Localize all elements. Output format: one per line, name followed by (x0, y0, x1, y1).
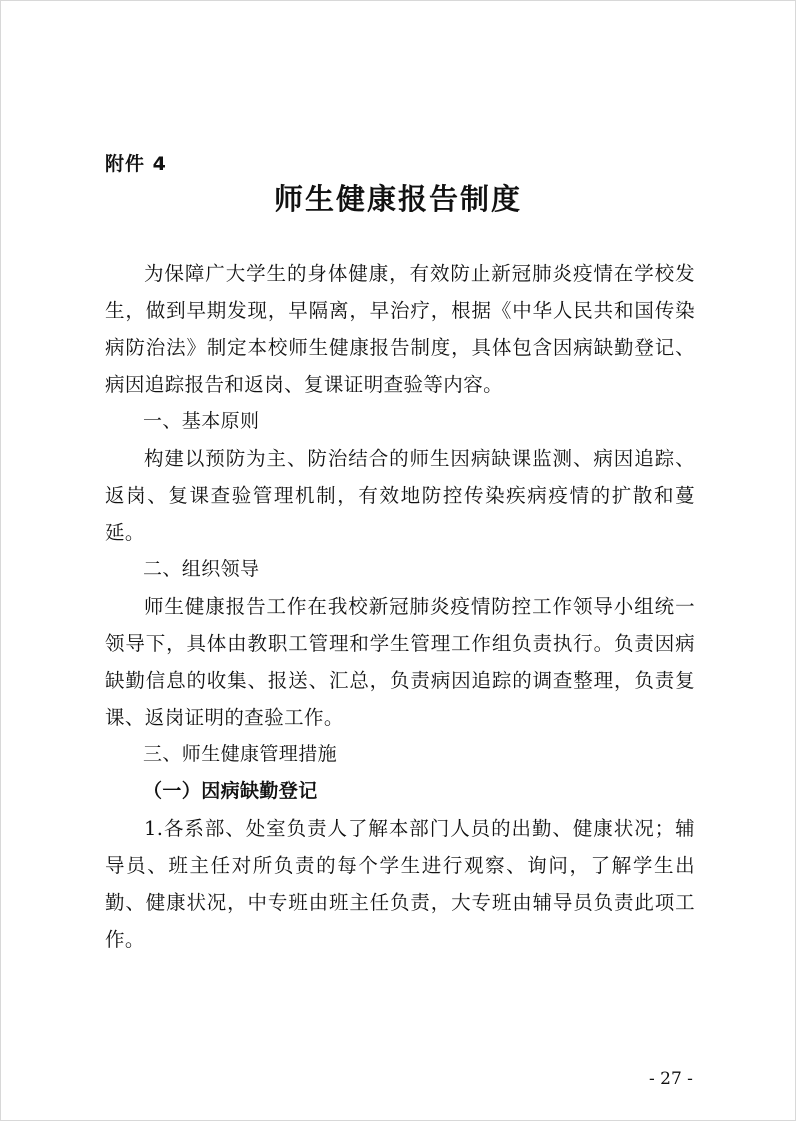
attachment-label: 附件 4 (105, 153, 167, 175)
document-title: 师生健康报告制度 (273, 182, 522, 216)
heading-organization-leadership: 二、组织领导 (143, 558, 260, 580)
heading-basic-principles: 一、基本原则 (143, 410, 260, 432)
intro-paragraph: 为保障广大学生的身体健康，有效防止新冠肺炎疫情在学校发生，做到早期发现，早隔离，早治疗，根据《中华人民共和国传染病防治法》制定本校师生健康报告制度，具体包含因病缺勤登记、病因追踪报告和返岗、复课证明查验等内容。 (105, 262, 695, 396)
page-number: - 27 - (649, 1069, 693, 1089)
heading-health-measures: 三、师生健康管理措施 (143, 743, 338, 765)
subheading-sick-leave-registration: （一）因病缺勤登记 (143, 780, 318, 802)
document-body (105, 255, 695, 958)
principles-paragraph: 构建以预防为主、防治结合的师生因病缺课监测、病因追踪、返岗、复课查验管理机制，有效地防控传染疾病疫情的扩散和蔓延。 (105, 447, 695, 544)
leadership-paragraph: 师生健康报告工作在我校新冠肺炎疫情防控工作领导小组统一领导下，具体由教职工管理和学生管理工作组负责执行。负责因病缺勤信息的收集、报送、汇总，负责病因追踪的调查整理，负责复课、返岗证明的查验工作。 (105, 595, 695, 729)
item-1-paragraph: 1.各系部、处室负责人了解本部门人员的出勤、健康状况；辅导员、班主任对所负责的每个学生进行观察、询问，了解学生出勤、健康状况，中专班由班主任负责，大专班由辅导员负责此项工作。 (105, 817, 695, 951)
